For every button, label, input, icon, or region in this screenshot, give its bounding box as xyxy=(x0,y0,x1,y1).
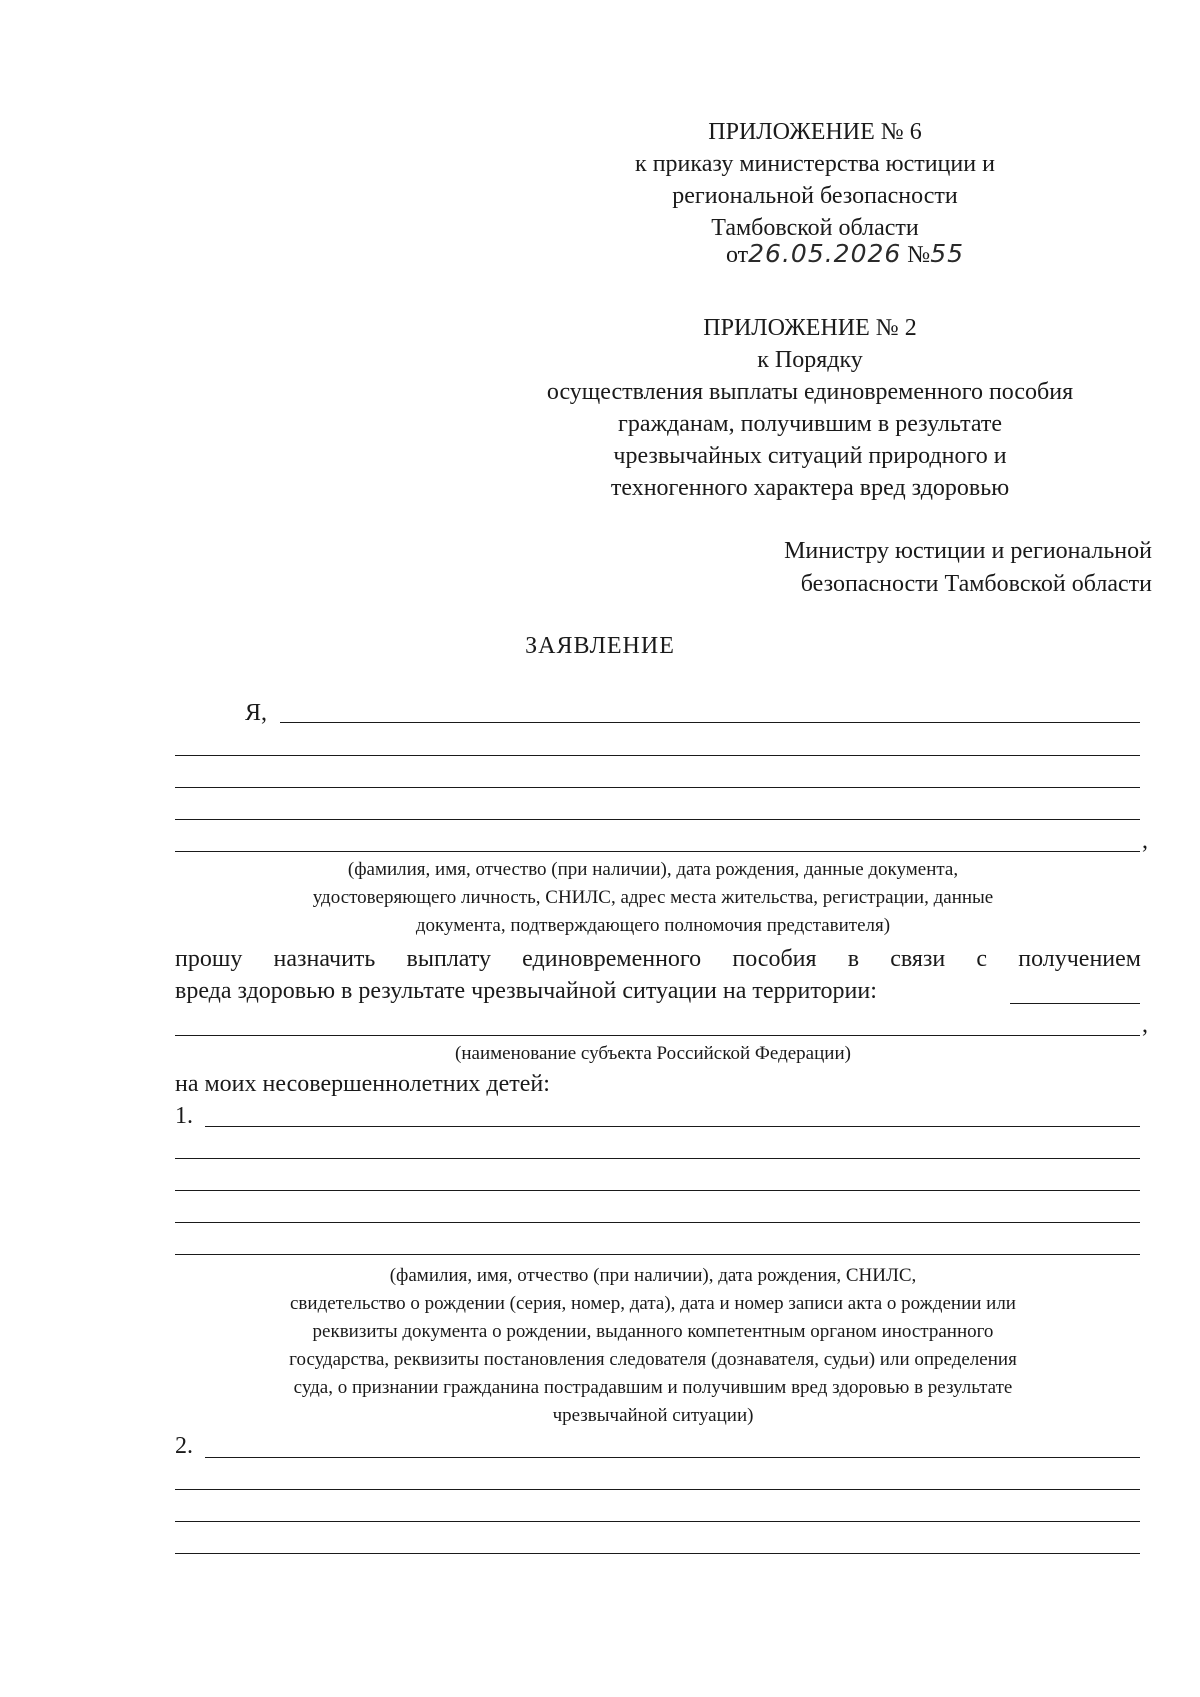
number-prefix: № xyxy=(907,242,931,268)
child-2-label: 2. xyxy=(175,1433,193,1459)
applicant-fill-line[interactable] xyxy=(175,787,1140,788)
applicant-fill-line[interactable] xyxy=(175,755,1140,756)
hint-line: свидетельство о рождении (серия, номер, дата), дата и номер записи акта о рождении или xyxy=(290,1293,1016,1314)
applicant-fill-line[interactable] xyxy=(175,819,1140,820)
addressee-block xyxy=(784,535,1152,601)
hint-line: удостоверяющего личность, СНИЛС, адрес места жительства, регистрации, данные xyxy=(312,887,994,908)
procedure-appendix-header xyxy=(500,312,1120,504)
applicant-fill-line[interactable] xyxy=(175,851,1140,852)
region-field-hint xyxy=(170,1040,1136,1068)
child-field-hint xyxy=(170,1262,1136,1430)
procedure-appendix-title: ПРИЛОЖЕНИЕ № 2 xyxy=(703,315,917,341)
child-2-fill-line[interactable] xyxy=(175,1521,1140,1522)
order-appendix-line: Тамбовской области xyxy=(711,215,919,241)
child-1-fill-line[interactable] xyxy=(175,1254,1140,1255)
child-1-fill-line[interactable] xyxy=(175,1158,1140,1159)
procedure-appendix-line: чрезвычайных ситуаций природного и xyxy=(613,443,1007,469)
applicant-field-hint xyxy=(170,856,1136,940)
addressee-line: Министру юстиции и региональной xyxy=(784,538,1152,564)
order-appendix-line: к приказу министерства юстиции и xyxy=(635,151,995,177)
document-title: ЗАЯВЛЕНИЕ xyxy=(525,633,675,659)
child-1-label: 1. xyxy=(175,1103,193,1129)
hint-line: реквизиты документа о рождении, выданного компетентным органом иностранного xyxy=(312,1321,994,1342)
handwritten-date: 26.05.2026 xyxy=(748,239,902,268)
request-line: прошу назначить выплату единовременного пособия в связи с получением xyxy=(175,946,1141,972)
child-2-fill-line[interactable] xyxy=(205,1457,1140,1458)
request-paragraph xyxy=(175,943,1141,975)
hint-line: чрезвычайной ситуации) xyxy=(552,1405,754,1426)
hint-line: (наименование субъекта Российской Федерации) xyxy=(455,1043,851,1064)
hint-line: (фамилия, имя, отчество (при наличии), дата рождения, СНИЛС, xyxy=(389,1265,917,1286)
addressee-line: безопасности Тамбовской области xyxy=(800,571,1152,597)
procedure-appendix-line: техногенного характера вред здоровью xyxy=(610,475,1010,501)
child-1-fill-line[interactable] xyxy=(205,1126,1140,1127)
territory-fill-line[interactable] xyxy=(175,1035,1140,1036)
procedure-appendix-line: гражданам, получившим в результате xyxy=(617,411,1003,437)
hint-line: (фамилия, имя, отчество (при наличии), дата рождения, данные документа, xyxy=(347,859,959,880)
line-end-comma: , xyxy=(1142,1012,1148,1038)
order-date-number xyxy=(645,238,1045,271)
request-line-territory: вреда здоровью в результате чрезвычайной ситуации на территории: xyxy=(175,978,877,1004)
order-appendix-header xyxy=(585,116,1045,271)
children-intro: на моих несовершеннолетних детей: xyxy=(175,1071,550,1097)
child-1-fill-line[interactable] xyxy=(175,1222,1140,1223)
order-appendix-line: региональной безопасности xyxy=(672,183,958,209)
hint-line: документа, подтверждающего полномочия представителя) xyxy=(415,915,891,936)
line-end-comma: , xyxy=(1142,828,1148,854)
hint-line: государства, реквизиты постановления следователя (дознавателя, судьи) или определения xyxy=(289,1349,1017,1370)
order-appendix-title: ПРИЛОЖЕНИЕ № 6 xyxy=(708,119,922,145)
territory-fill-line[interactable] xyxy=(1010,1003,1140,1004)
applicant-prefix: Я, xyxy=(245,700,268,726)
date-prefix: от xyxy=(725,242,749,268)
hint-line: суда, о признании гражданина пострадавшим и получившим вред здоровью в результате xyxy=(293,1377,1013,1398)
procedure-appendix-line: осуществления выплаты единовременного пособия xyxy=(546,379,1074,405)
handwritten-number: 55 xyxy=(930,239,965,268)
child-2-fill-line[interactable] xyxy=(175,1553,1140,1554)
procedure-appendix-line: к Порядку xyxy=(757,347,863,373)
applicant-fill-line[interactable] xyxy=(280,722,1140,723)
child-1-fill-line[interactable] xyxy=(175,1190,1140,1191)
child-2-fill-line[interactable] xyxy=(175,1489,1140,1490)
